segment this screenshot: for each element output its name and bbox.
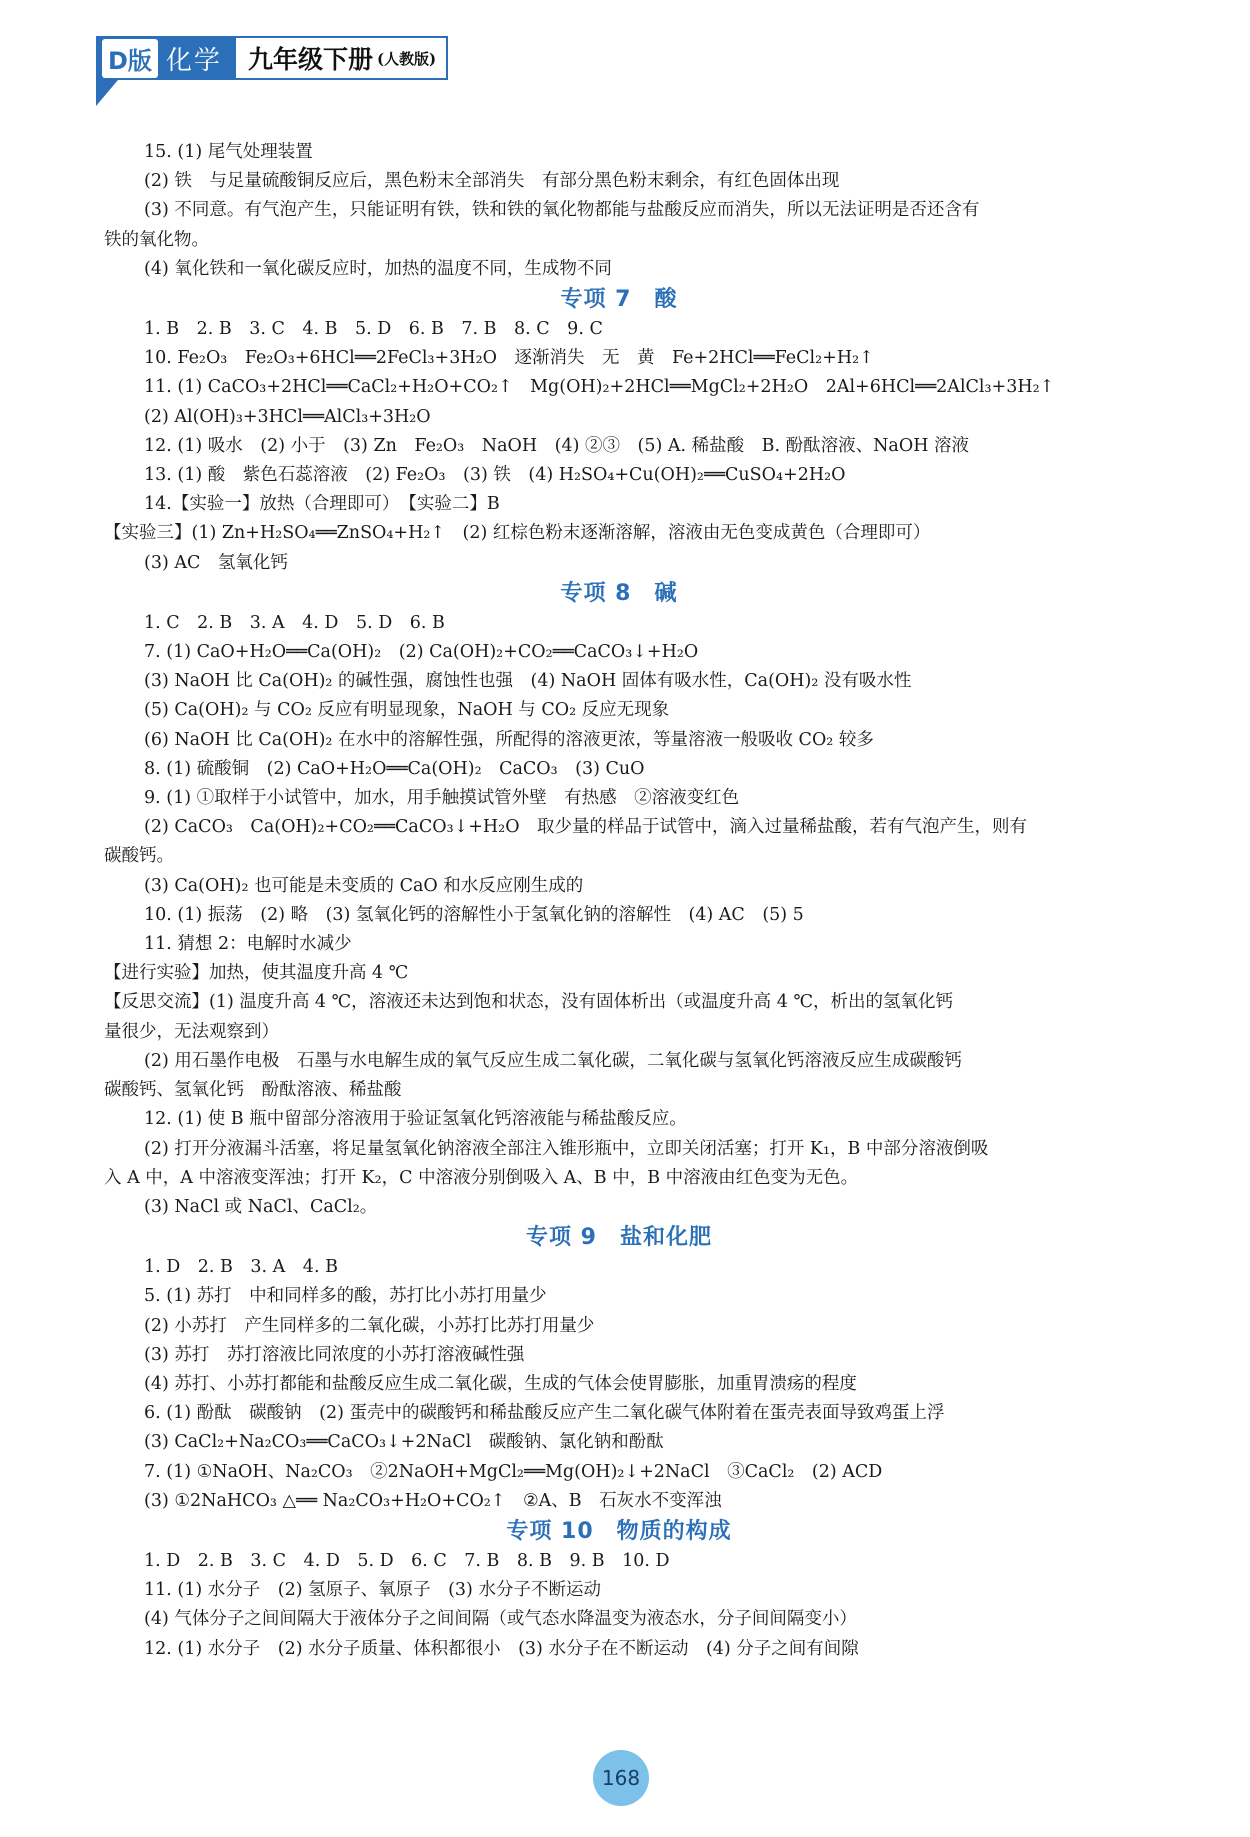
answer-line: 12. (1) 吸水 (2) 小于 (3) Zn Fe₂O₃ NaOH (4) ②③ (5) A. 稀盐酸 B. 酚酞溶液、NaOH 溶液 bbox=[144, 435, 970, 456]
section-title: 专项 10 物质的构成 bbox=[506, 1518, 732, 1544]
answer-line: 15. (1) 尾气处理装置 bbox=[144, 142, 313, 162]
answer-line: (5) Ca(OH)₂ 与 CO₂ 反应有明显现象，NaOH 与 CO₂ 反应无现象 bbox=[144, 700, 670, 721]
answer-line: 5. (1) 苏打 中和同样多的酸，苏打比小苏打用量少 bbox=[144, 1286, 547, 1307]
answer-line: (2) Al(OH)₃+3HCl══AlCl₃+3H₂O bbox=[144, 406, 431, 427]
answer-line: (3) ①2NaHCO₃ △══ Na₂CO₃+H₂O+CO₂↑ ②A、B 石灰水不变浑浊 bbox=[144, 1490, 722, 1511]
page-header bbox=[96, 36, 448, 80]
grade-title: 九年级下册 bbox=[247, 45, 373, 74]
answer-line: 9. (1) ①取样于小试管中，加水，用手触摸试管外壁 有热感 ②溶液变红色 bbox=[144, 788, 740, 809]
answer-line: (2) 用石墨作电极 石墨与水电解生成的氧气反应生成二氧化碳，二氧化碳与氢氧化钙溶液反应生成碳酸钙 bbox=[144, 1050, 962, 1071]
answer-line: 【实验三】(1) Zn+H₂SO₄══ZnSO₄+H₂↑ (2) 红棕色粉末逐渐溶解，溶液由无色变成黄色（合理即可） bbox=[104, 523, 931, 544]
answer-line: 11. (1) 水分子 (2) 氢原子、氧原子 (3) 水分子不断运动 bbox=[144, 1580, 601, 1601]
answer-line: (3) 不同意。有气泡产生，只能证明有铁，铁和铁的氧化物都能与盐酸反应而消失，所以无法证明是否还含有 bbox=[144, 200, 980, 221]
header-title-box bbox=[236, 36, 448, 80]
answer-line: (3) 苏打 苏打溶液比同浓度的小苏打溶液碱性强 bbox=[144, 1344, 525, 1365]
section-title: 专项 7 酸 bbox=[560, 287, 678, 313]
answer-line: 7. (1) CaO+H₂O══Ca(OH)₂ (2) Ca(OH)₂+CO₂══CaCO₃↓+H₂O bbox=[144, 642, 699, 663]
answer-line: 8. (1) 硫酸铜 (2) CaO+H₂O══Ca(OH)₂ CaCO₃ (3) CuO bbox=[144, 758, 645, 779]
answer-content bbox=[104, 138, 1134, 1664]
answer-line: (2) 打开分液漏斗活塞，将足量氢氧化钠溶液全部注入锥形瓶中，立即关闭活塞；打开 K₁，B 中部分溶液倒吸 bbox=[144, 1138, 989, 1159]
edition-label: (人教版) bbox=[376, 49, 437, 68]
answer-line: (3) NaCl 或 NaCl、CaCl₂。 bbox=[144, 1196, 378, 1217]
answer-line: (4) 气体分子之间间隔大于液体分子之间间隔（或气态水降温变为液态水，分子间间隔变小） bbox=[144, 1609, 857, 1630]
answer-line: 碳酸钙、氢氧化钙 酚酞溶液、稀盐酸 bbox=[104, 1080, 402, 1101]
answer-line: (4) 氧化铁和一氧化碳反应时，加热的温度不同，生成物不同 bbox=[144, 258, 612, 279]
answer-line: (2) CaCO₃ Ca(OH)₂+CO₂══CaCO₃↓+H₂O 取少量的样品于试管中，滴入过量稀盐酸，若有气泡产生，则有 bbox=[144, 817, 1028, 838]
answer-line: 12. (1) 使 B 瓶中留部分溶液用于验证氢氧化钙溶液能与稀盐酸反应。 bbox=[144, 1109, 687, 1130]
section-title: 专项 9 盐和化肥 bbox=[526, 1225, 712, 1251]
answer-line: (6) NaOH 比 Ca(OH)₂ 在水中的溶解性强，所配得的溶液更浓，等量溶液一般吸收 CO₂ 较多 bbox=[144, 729, 874, 750]
answer-line: 11. 猜想 2：电解时水减少 bbox=[144, 934, 352, 955]
answer-line: (2) 铁 与足量硫酸铜反应后，黑色粉末全部消失 有部分黑色粉末剩余，有红色固体出现 bbox=[144, 171, 840, 192]
edition-badge: D版 bbox=[102, 39, 158, 78]
answer-line: (4) 苏打、小苏打都能和盐酸反应生成二氧化碳，生成的气体会使胃膨胀，加重胃溃疡的程度 bbox=[144, 1373, 857, 1394]
subject-label: 化学 bbox=[165, 45, 222, 76]
answer-line: 1. D 2. B 3. A 4. B bbox=[144, 1257, 338, 1278]
answer-line: 14.【实验一】放热（合理即可） 【实验二】B bbox=[144, 494, 500, 515]
header-corner-decoration bbox=[96, 80, 118, 106]
answer-line: (3) AC 氢氧化钙 bbox=[144, 552, 288, 573]
answer-line: 入 A 中，A 中溶液变浑浊；打开 K₂，C 中溶液分别倒吸入 A、B 中，B 中溶液由红色变为无色。 bbox=[104, 1167, 859, 1188]
answer-line: 【反思交流】(1) 温度升高 4 ℃，溶液还未达到饱和状态，没有固体析出（或温度升高 4 ℃，析出的氢氧化钙 bbox=[104, 992, 954, 1013]
answer-line: (2) 小苏打 产生同样多的二氧化碳，小苏打比苏打用量少 bbox=[144, 1315, 595, 1336]
answer-line: 7. (1) ①NaOH、Na₂CO₃ ②2NaOH+MgCl₂══Mg(OH)₂↓+2NaCl ③CaCl₂ (2) ACD bbox=[144, 1461, 883, 1482]
answer-line: 13. (1) 酸 紫色石蕊溶液 (2) Fe₂O₃ (3) 铁 (4) H₂SO₄+Cu(OH)₂══CuSO₄+2H₂O bbox=[144, 465, 846, 486]
answer-line: 11. (1) CaCO₃+2HCl══CaCl₂+H₂O+CO₂↑ Mg(OH)₂+2HCl══MgCl₂+2H₂O 2Al+6HCl══2AlCl₃+3H₂↑ bbox=[144, 377, 1055, 398]
answer-line: 10. Fe₂O₃ Fe₂O₃+6HCl══2FeCl₃+3H₂O 逐渐消失 无 黄 Fe+2HCl══FeCl₂+H₂↑ bbox=[144, 348, 874, 369]
answer-line: 10. (1) 振荡 (2) 略 (3) 氢氧化钙的溶解性小于氢氧化钠的溶解性 (4) AC (5) 5 bbox=[144, 904, 804, 925]
answer-line: 1. C 2. B 3. A 4. D 5. D 6. B bbox=[144, 612, 445, 633]
answer-line: 12. (1) 水分子 (2) 水分子质量、体积都很小 (3) 水分子在不断运动 (4) 分子之间有间隙 bbox=[144, 1638, 859, 1659]
answer-line: (3) CaCl₂+Na₂CO₃══CaCO₃↓+2NaCl 碳酸钠、氯化钠和酚酞 bbox=[144, 1432, 664, 1453]
answer-line: (3) Ca(OH)₂ 也可能是未变质的 CaO 和水反应刚生成的 bbox=[144, 875, 584, 896]
answer-line: 铁的氧化物。 bbox=[104, 229, 209, 250]
answer-line: 1. D 2. B 3. C 4. D 5. D 6. C 7. B 8. B 9. B 10. D bbox=[144, 1550, 670, 1571]
answer-line: 6. (1) 酚酞 碳酸钠 (2) 蛋壳中的碳酸钙和稀盐酸反应产生二氧化碳气体附着在蛋壳表面导致鸡蛋上浮 bbox=[144, 1403, 945, 1424]
answer-line: (3) NaOH 比 Ca(OH)₂ 的碱性强，腐蚀性也强 (4) NaOH 固体有吸水性，Ca(OH)₂ 没有吸水性 bbox=[144, 671, 912, 692]
answer-line: 碳酸钙。 bbox=[104, 846, 174, 867]
answer-line: 【进行实验】加热，使其温度升高 4 ℃ bbox=[104, 963, 409, 984]
section-title: 专项 8 碱 bbox=[560, 580, 678, 606]
page-number: 168 bbox=[593, 1750, 649, 1806]
answer-line: 量很少，无法观察到） bbox=[104, 1021, 279, 1042]
header-blue-block bbox=[96, 36, 236, 80]
answer-line: 1. B 2. B 3. C 4. B 5. D 6. B 7. B 8. C 9. C bbox=[144, 319, 603, 340]
